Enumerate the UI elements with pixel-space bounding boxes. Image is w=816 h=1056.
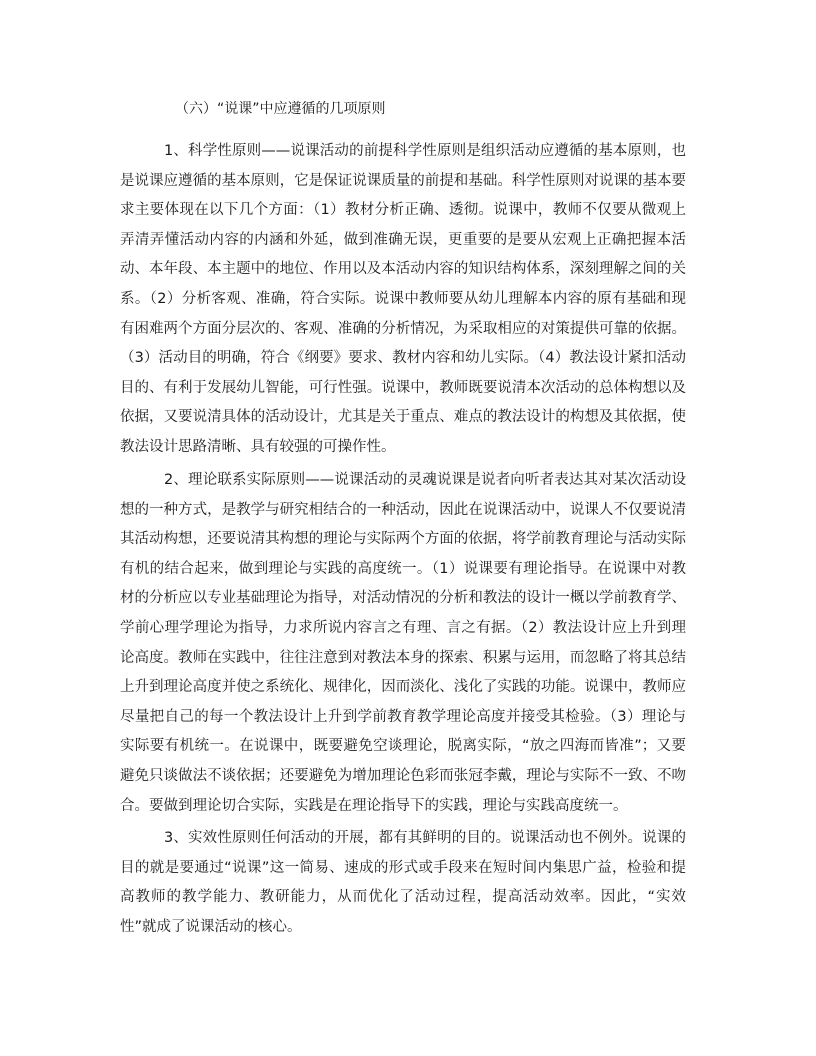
paragraph-scientific-principle: 1、科学性原则——说课活动的前提科学性原则是组织活动应遵循的基本原则，也是说课应遵循的基本原则，它是保证说课质量的前提和基础。科学性原则对说课的基本要求主要体现在以下几个方面：（1）教材分析正确、透彻。说课中，教师不仅要从微观上弄清弄懂活动内容的内涵和外延，做到准确无误，更重要的是要从宏观上正确把握本活动、本年段、本主题中的地位、作用以及本活动内容的知识结构体系，深刻理解之间的关系。（2）分析客观、准确，符合实际。说课中教师要从幼儿理解本内容的原有基础和现有困难两个方面分层次的、客观、准确的分析情况，为采取相应的对策提供可靠的依据。（3）活动目的明确，符合《纲要》要求、教材内容和幼儿实际。（4）教法设计紧扣活动目的、有利于发展幼儿智能，可行性强。说课中，教师既要说清本次活动的总体构想以及依据，又要说清具体的活动设计，尤其是关于重点、难点的教法设计的构想及其依据，使教法设计思路清晰、具有较强的可操作性。 [120, 143, 686, 455]
paragraph-theory-practice-principle: 2、理论联系实际原则——说课活动的灵魂说课是说者向听者表达其对某次活动设想的一种方式，是教学与研究相结合的一种活动，因此在说课活动中，说课人不仅要说清其活动构想，还要说清其构想的理论与实际两个方面的依据，将学前教育理论与活动实际有机的结合起来，做到理论与实践的高度统一。（1）说课要有理论指导。在说课中对教材的分析应以专业基础理论为指导，对活动情况的分析和教法的设计一概以学前教育学、学前心理学理论为指导，力求所说内容言之有理、言之有据。（2）教法设计应上升到理论高度。教师在实践中，往往注意到对教法本身的探索、积累与运用，而忽略了将其总结上升到理论高度并使之系统化、规律化，因而淡化、浅化了实践的功能。说课中，教师应尽量把自己的每一个教法设计上升到学前教育教学理论高度并接受其检验。（3）理论与实际要有机统一。在说课中，既要避免空谈理论，脱离实际，“放之四海而皆准”；又要避免只谈做法不谈依据；还要避免为增加理论色彩而张冠李戴，理论与实际不一致、不吻合。要做到理论切合实际，实践是在理论指导下的实践，理论与实践高度统一。 [120, 472, 686, 814]
section-heading: （六）“说课”中应遵循的几项原则 [175, 101, 386, 117]
paragraph-effectiveness-principle: 3、实效性原则任何活动的开展，都有其鲜明的目的。说课活动也不例外。说课的目的就是要通过“说课”这一简易、速成的形式或手段来在短时间内集思广益，检验和提高教师的教学能力、教研能力，从而优化了活动过程，提高活动效率。因此，“实效性”就成了说课活动的核心。 [120, 830, 686, 935]
